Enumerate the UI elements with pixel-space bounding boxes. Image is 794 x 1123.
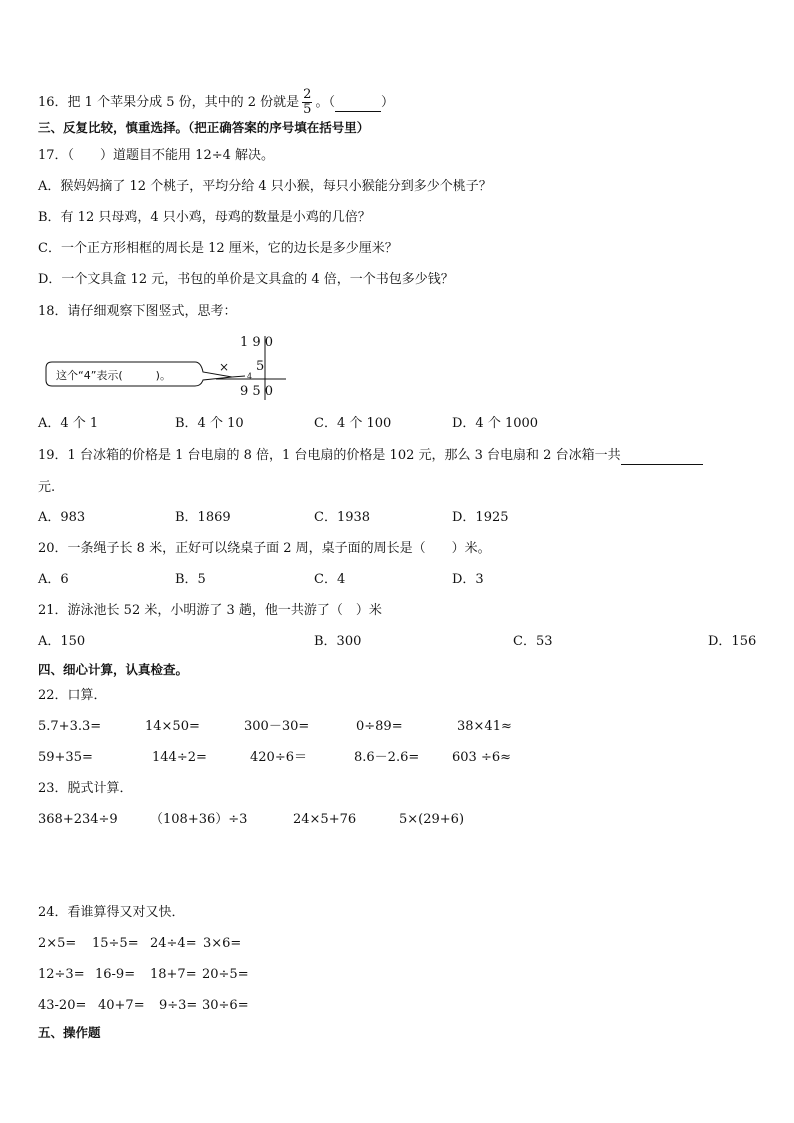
q23-item-3: 24×5+76 [293, 812, 357, 827]
q19-option-d: D．1925 [452, 510, 509, 525]
pointer-line [232, 376, 245, 377]
q24-r1-c4: 3×6= [203, 936, 242, 951]
q20-option-a: A．6 [38, 572, 69, 587]
q24-r1-c2: 15÷5= [92, 936, 139, 951]
q16-suffix: 。（ [315, 95, 335, 110]
q19-text: 19．1 台冰箱的价格是 1 台电扇的 8 倍，1 台电扇的价格是 102 元，那么 3 台电扇和 2 台冰箱一共 [38, 448, 621, 463]
q18-option-d: D．4 个 1000 [452, 416, 539, 431]
q24-r1-c1: 2×5= [38, 936, 77, 951]
question-20-stem: 20．一条绳子长 8 米，正好可以绕桌子面 2 周，桌子面的周长是（ ）米。 [38, 541, 491, 556]
vertical-multiplication-figure [40, 334, 300, 404]
question-17-stem: 17．（ ）道题目不能用 12÷4 解决。 [38, 148, 275, 163]
carry-digit: 4 [247, 372, 253, 381]
q21-option-d: D．156 [708, 634, 757, 649]
section-4-heading: 四、细心计算，认真检查。 [38, 662, 189, 677]
question-24-stem: 24．看谁算得又对又快． [38, 905, 185, 920]
q17-option-b: B．有 12 只母鸡，4 只小鸡，母鸡的数量是小鸡的几倍？ [38, 210, 371, 225]
q24-r1-c3: 24÷4= [150, 936, 197, 951]
section-3-heading: 三、反复比较，慎重选择。（把正确答案的序号填在括号里） [38, 120, 370, 135]
multiplication-row-1: 1 9 0 [240, 335, 274, 350]
q19-option-c: C．1938 [314, 510, 371, 525]
times-sign: × [219, 360, 230, 374]
q22-r1-c4: 0÷89= [356, 719, 403, 734]
q17-option-c: C．一个正方形相框的周长是 12 厘米，它的边长是多少厘米？ [38, 241, 398, 256]
q20-option-c: C．4 [314, 572, 346, 587]
q24-r2-c4: 20÷5= [202, 967, 249, 982]
q19-option-b: B．1869 [175, 510, 231, 525]
q22-r2-c5: 603 ÷6≈ [452, 750, 512, 765]
q21-option-c: C．53 [513, 634, 553, 649]
q18-option-c: C．4 个 100 [314, 416, 392, 431]
q16-suffix-end: ） [380, 95, 394, 110]
q24-r2-c3: 18+7= [150, 967, 197, 982]
question-22-stem: 22．口算． [38, 688, 107, 703]
question-16 [38, 88, 394, 117]
q18-option-a: A．4 个 1 [38, 416, 99, 431]
q22-r1-c2: 14×50= [145, 719, 200, 734]
q17-option-a: A．猴妈妈摘了 12 个桃子，平均分给 4 只小猴，每只小猴能分到多少个桃子？ [38, 179, 492, 194]
q20-option-b: B．5 [175, 572, 206, 587]
q23-item-2: （108+36）÷3 [150, 812, 248, 827]
q24-r3-c2: 40+7= [98, 998, 145, 1013]
q22-r2-c1: 59+35= [38, 750, 93, 765]
q24-r3-c1: 43-20= [38, 998, 87, 1013]
q16-text: 16．把 1 个苹果分成 5 份，其中的 2 份就是 [38, 95, 300, 110]
multiplication-row-2: 5 [256, 359, 265, 374]
q22-r2-c4: 8.6－2.6= [354, 750, 420, 765]
q22-r1-c5: 38×41≈ [457, 719, 512, 734]
q22-r1-c3: 300－30= [244, 719, 310, 734]
q23-item-1: 368+234÷9 [38, 812, 118, 827]
multiplication-row-3: 9 5 0 [240, 384, 274, 399]
q19-option-a: A．983 [38, 510, 86, 525]
q24-r3-c4: 30÷6= [202, 998, 249, 1013]
q19-unit: 元. [38, 480, 56, 495]
q18-option-b: B．4 个 10 [175, 416, 244, 431]
q23-item-4: 5×(29+6) [399, 812, 465, 827]
q24-r3-c3: 9÷3= [159, 998, 198, 1013]
section-5-heading: 五、操作题 [38, 1025, 101, 1040]
answer-blank[interactable] [621, 448, 703, 465]
question-18-stem: 18．请仔细观察下图竖式，思考： [38, 304, 237, 319]
question-23-stem: 23．脱式计算． [38, 781, 133, 796]
bubble-text: 这个“4”表示( )。 [56, 369, 171, 382]
q22-r2-c2: 144÷2= [152, 750, 207, 765]
q22-r1-c1: 5.7+3.3= [38, 719, 102, 734]
fraction-denominator: 5 [303, 102, 312, 117]
fraction-two-fifths [302, 88, 312, 117]
answer-blank[interactable] [335, 95, 381, 112]
q21-option-a: A．150 [38, 634, 86, 649]
q21-option-b: B．300 [314, 634, 362, 649]
q20-option-d: D．3 [452, 572, 484, 587]
question-21-stem: 21．游泳池长 52 米，小明游了 3 趟，他一共游了（ ）米 [38, 603, 382, 618]
fraction-numerator: 2 [303, 87, 312, 102]
q24-r2-c2: 16-9= [95, 967, 136, 982]
question-19-stem [38, 448, 703, 465]
q24-r2-c1: 12÷3= [38, 967, 85, 982]
q17-option-d: D．一个文具盒 12 元，书包的单价是文具盒的 4 倍，一个书包多少钱？ [38, 272, 454, 287]
q22-r2-c3: 420÷6＝ [250, 750, 307, 765]
